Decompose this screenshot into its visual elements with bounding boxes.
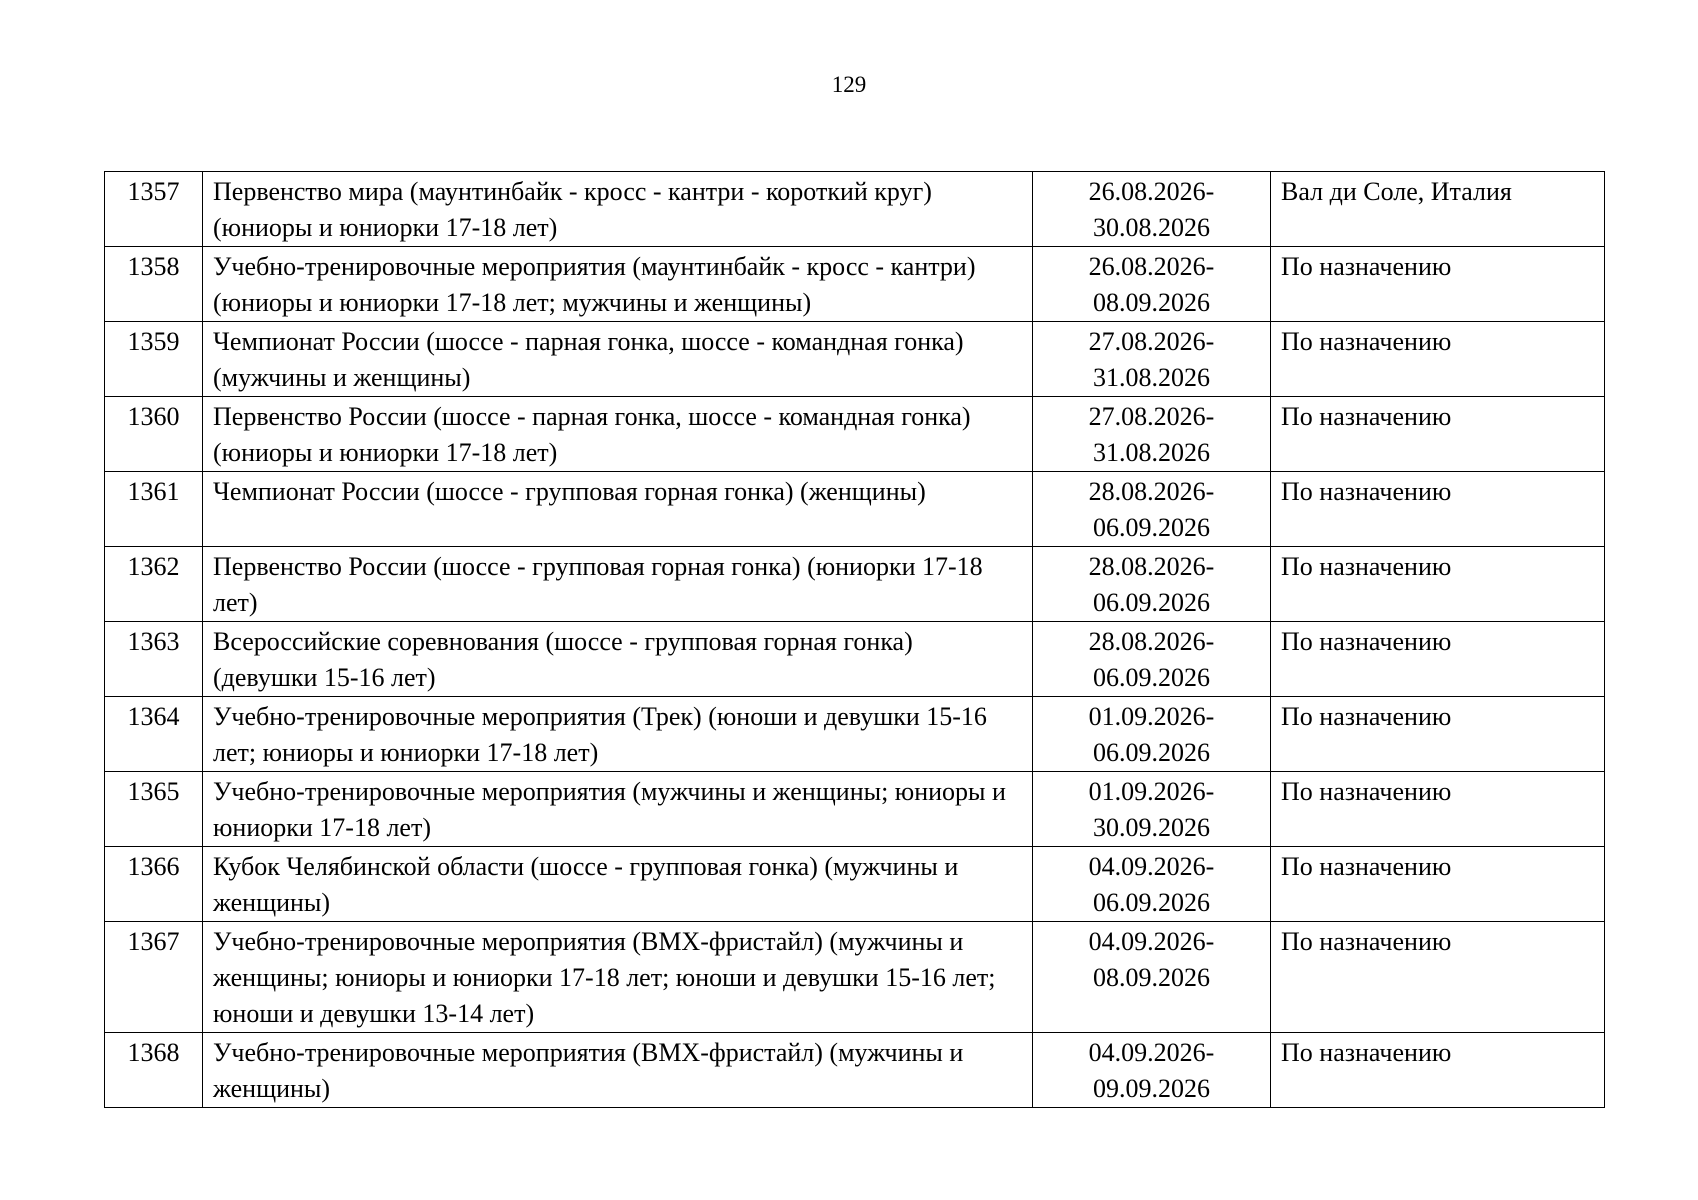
event-number: 1368	[105, 1033, 203, 1108]
date-end: 31.08.2026	[1093, 363, 1210, 392]
event-number: 1364	[105, 697, 203, 772]
event-dates	[1033, 247, 1271, 322]
date-start: 27.08.2026-	[1088, 327, 1215, 356]
event-dates	[1033, 472, 1271, 547]
date-start: 04.09.2026-	[1088, 852, 1215, 881]
table-row	[105, 397, 1605, 472]
date-end: 06.09.2026	[1093, 588, 1210, 617]
event-place: По назначению	[1271, 622, 1605, 697]
event-number: 1359	[105, 322, 203, 397]
event-dates	[1033, 172, 1271, 247]
event-name: Учебно-тренировочные мероприятия (Трек) (юноши и девушки 15-16 лет; юниоры и юниорки 17-18 лет)	[203, 697, 1033, 772]
event-name: Учебно-тренировочные мероприятия (маунтинбайк - кросс - кантри) (юниоры и юниорки 17-18 лет; мужчины и женщины)	[203, 247, 1033, 322]
event-place: По назначению	[1271, 847, 1605, 922]
date-start: 28.08.2026-	[1088, 477, 1215, 506]
date-start: 04.09.2026-	[1088, 1038, 1215, 1067]
event-dates	[1033, 772, 1271, 847]
event-dates	[1033, 1033, 1271, 1108]
date-start: 04.09.2026-	[1088, 927, 1215, 956]
event-dates	[1033, 697, 1271, 772]
date-end: 06.09.2026	[1093, 738, 1210, 767]
event-place: По назначению	[1271, 547, 1605, 622]
event-dates	[1033, 922, 1271, 1033]
page-number: 129	[831, 72, 867, 97]
event-number: 1361	[105, 472, 203, 547]
date-end: 30.09.2026	[1093, 813, 1210, 842]
table-row	[105, 622, 1605, 697]
date-end: 30.08.2026	[1093, 213, 1210, 242]
table-row	[105, 547, 1605, 622]
table-row	[105, 772, 1605, 847]
table-row	[105, 922, 1605, 1033]
table-row	[105, 322, 1605, 397]
event-name: Учебно-тренировочные мероприятия (мужчины и женщины; юниоры и юниорки 17-18 лет)	[203, 772, 1033, 847]
date-start: 26.08.2026-	[1088, 177, 1215, 206]
event-name: Всероссийские соревнования (шоссе - групповая горная гонка) (девушки 15-16 лет)	[203, 622, 1033, 697]
date-start: 27.08.2026-	[1088, 402, 1215, 431]
event-place: По назначению	[1271, 472, 1605, 547]
event-name: Первенство мира (маунтинбайк - кросс - кантри - короткий круг) (юниоры и юниорки 17-18 лет)	[203, 172, 1033, 247]
event-name: Первенство России (шоссе - групповая горная гонка) (юниорки 17-18 лет)	[203, 547, 1033, 622]
event-dates	[1033, 397, 1271, 472]
event-place: По назначению	[1271, 322, 1605, 397]
date-end: 06.09.2026	[1093, 513, 1210, 542]
table-row	[105, 847, 1605, 922]
event-place: По назначению	[1271, 922, 1605, 1033]
event-place: Вал ди Соле, Италия	[1271, 172, 1605, 247]
date-end: 06.09.2026	[1093, 888, 1210, 917]
event-number: 1362	[105, 547, 203, 622]
table-row	[105, 172, 1605, 247]
event-name: Учебно-тренировочные мероприятия (BMX-фристайл) (мужчины и женщины)	[203, 1033, 1033, 1108]
event-place: По назначению	[1271, 697, 1605, 772]
date-start: 26.08.2026-	[1088, 252, 1215, 281]
event-dates	[1033, 547, 1271, 622]
event-name: Учебно-тренировочные мероприятия (BMX-фристайл) (мужчины и женщины; юниоры и юниорки 17-18 лет; юноши и девушки 15-16 лет; юноши и девушки 13-14 лет)	[203, 922, 1033, 1033]
date-end: 08.09.2026	[1093, 288, 1210, 317]
event-number: 1363	[105, 622, 203, 697]
date-end: 06.09.2026	[1093, 663, 1210, 692]
date-end: 31.08.2026	[1093, 438, 1210, 467]
event-number: 1357	[105, 172, 203, 247]
event-place: По назначению	[1271, 772, 1605, 847]
table-row	[105, 472, 1605, 547]
date-start: 01.09.2026-	[1088, 777, 1215, 806]
table-row	[105, 1033, 1605, 1108]
date-end: 09.09.2026	[1093, 1074, 1210, 1103]
event-number: 1367	[105, 922, 203, 1033]
event-dates	[1033, 622, 1271, 697]
date-start: 28.08.2026-	[1088, 627, 1215, 656]
date-start: 01.09.2026-	[1088, 702, 1215, 731]
event-name: Чемпионат России (шоссе - парная гонка, шоссе - командная гонка) (мужчины и женщины)	[203, 322, 1033, 397]
event-number: 1358	[105, 247, 203, 322]
date-start: 28.08.2026-	[1088, 552, 1215, 581]
event-number: 1366	[105, 847, 203, 922]
table-row	[105, 697, 1605, 772]
event-dates	[1033, 847, 1271, 922]
event-dates	[1033, 322, 1271, 397]
events-table	[104, 171, 1605, 1108]
event-name: Чемпионат России (шоссе - групповая горная гонка) (женщины)	[203, 472, 1033, 547]
event-place: По назначению	[1271, 397, 1605, 472]
event-name: Первенство России (шоссе - парная гонка, шоссе - командная гонка) (юниоры и юниорки 17-18 лет)	[203, 397, 1033, 472]
event-number: 1365	[105, 772, 203, 847]
event-place: По назначению	[1271, 247, 1605, 322]
event-name: Кубок Челябинской области (шоссе - групповая гонка) (мужчины и женщины)	[203, 847, 1033, 922]
table-row	[105, 247, 1605, 322]
event-number: 1360	[105, 397, 203, 472]
event-place: По назначению	[1271, 1033, 1605, 1108]
date-end: 08.09.2026	[1093, 963, 1210, 992]
